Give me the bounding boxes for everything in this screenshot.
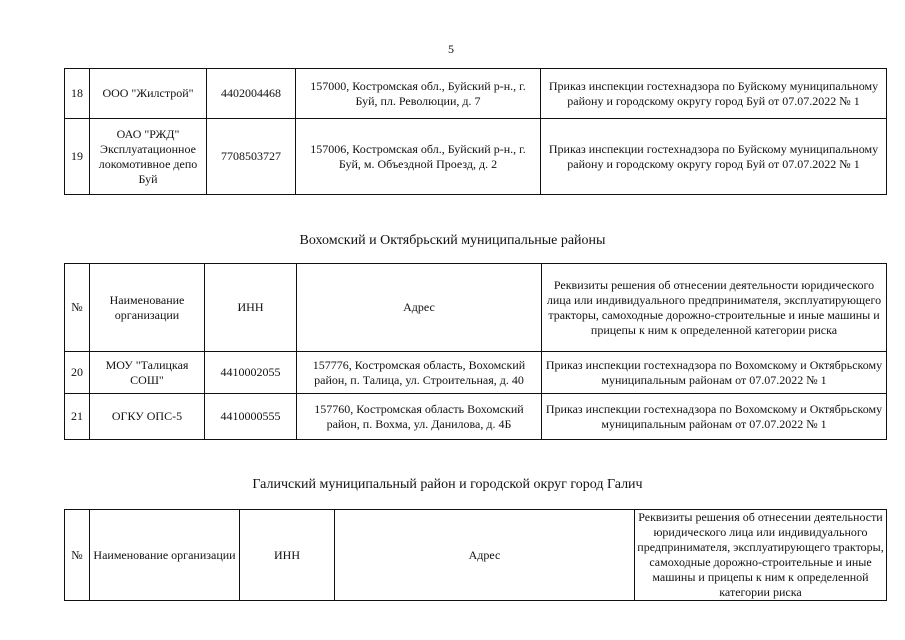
organization-name: ООО "Жилстрой" [90, 69, 207, 119]
decision-value: Приказ инспекции гостехнадзора по Вохомскому и Октябрьскому муниципальным районам от 07.07.2022 № 1 [542, 352, 887, 394]
address-value: 157760, Костромская область Вохомский район, п. Вохма, ул. Данилова, д. 4Б [297, 394, 542, 440]
row-number: 18 [65, 69, 90, 119]
table-vokhma-oktyabrsky [64, 263, 887, 440]
table-galich [64, 509, 887, 601]
table-row [65, 69, 887, 119]
header-name: Наименование организации [90, 264, 205, 352]
table-buy-continuation [64, 68, 887, 195]
address-value: 157000, Костромская обл., Буйский р-н., г. Буй, пл. Революции, д. 7 [296, 69, 541, 119]
row-number: 21 [65, 394, 90, 440]
row-number: 20 [65, 352, 90, 394]
decision-value: Приказ инспекции гостехнадзора по Буйскому муниципальному району и городскому округу город Буй от 07.07.2022 № 1 [541, 69, 887, 119]
header-number: № [65, 510, 90, 601]
decision-value: Приказ инспекции гостехнадзора по Вохомскому и Октябрьскому муниципальным районам от 07.07.2022 № 1 [542, 394, 887, 440]
organization-name: ОАО "РЖД" Эксплуатационное локомотивное депо Буй [90, 119, 207, 195]
page-number: 5 [448, 42, 454, 56]
header-address: Адрес [297, 264, 542, 352]
header-inn: ИНН [205, 264, 297, 352]
organization-name: МОУ "Талицкая СОШ" [90, 352, 205, 394]
row-number: 19 [65, 119, 90, 195]
table-row [65, 352, 887, 394]
header-decision: Реквизиты решения об отнесении деятельности юридического лица или индивидуального предпринимателя, эксплуатирующего тракторы, самоходные дорожно-строительные и иные машины и прицепы к ним к определенной категории риска [635, 510, 887, 601]
inn-value: 7708503727 [207, 119, 296, 195]
inn-value: 4402004468 [207, 69, 296, 119]
header-decision: Реквизиты решения об отнесении деятельности юридического лица или индивидуального предпринимателя, эксплуатирующего тракторы, самоходные дорожно-строительные и иные машины и прицепы к ним к определенной категории риска [542, 264, 887, 352]
header-inn: ИНН [240, 510, 335, 601]
address-value: 157776, Костромская область, Вохомский район, п. Талица, ул. Строительная, д. 40 [297, 352, 542, 394]
header-number: № [65, 264, 90, 352]
header-name: Наименование организации [90, 510, 240, 601]
section-title-galich: Галичский муниципальный район и городской округ город Галич [252, 477, 643, 492]
inn-value: 4410002055 [205, 352, 297, 394]
decision-value: Приказ инспекции гостехнадзора по Буйскому муниципальному району и городскому округу город Буй от 07.07.2022 № 1 [541, 119, 887, 195]
table-row [65, 394, 887, 440]
organization-name: ОГКУ ОПС-5 [90, 394, 205, 440]
table-header-row [65, 510, 887, 601]
table-row [65, 119, 887, 195]
table-header-row [65, 264, 887, 352]
section-title-vokhma: Вохомский и Октябрьский муниципальные районы [299, 233, 606, 248]
address-value: 157006, Костромская обл., Буйский р-н., г. Буй, м. Объездной Проезд, д. 2 [296, 119, 541, 195]
header-address: Адрес [335, 510, 635, 601]
inn-value: 4410000555 [205, 394, 297, 440]
